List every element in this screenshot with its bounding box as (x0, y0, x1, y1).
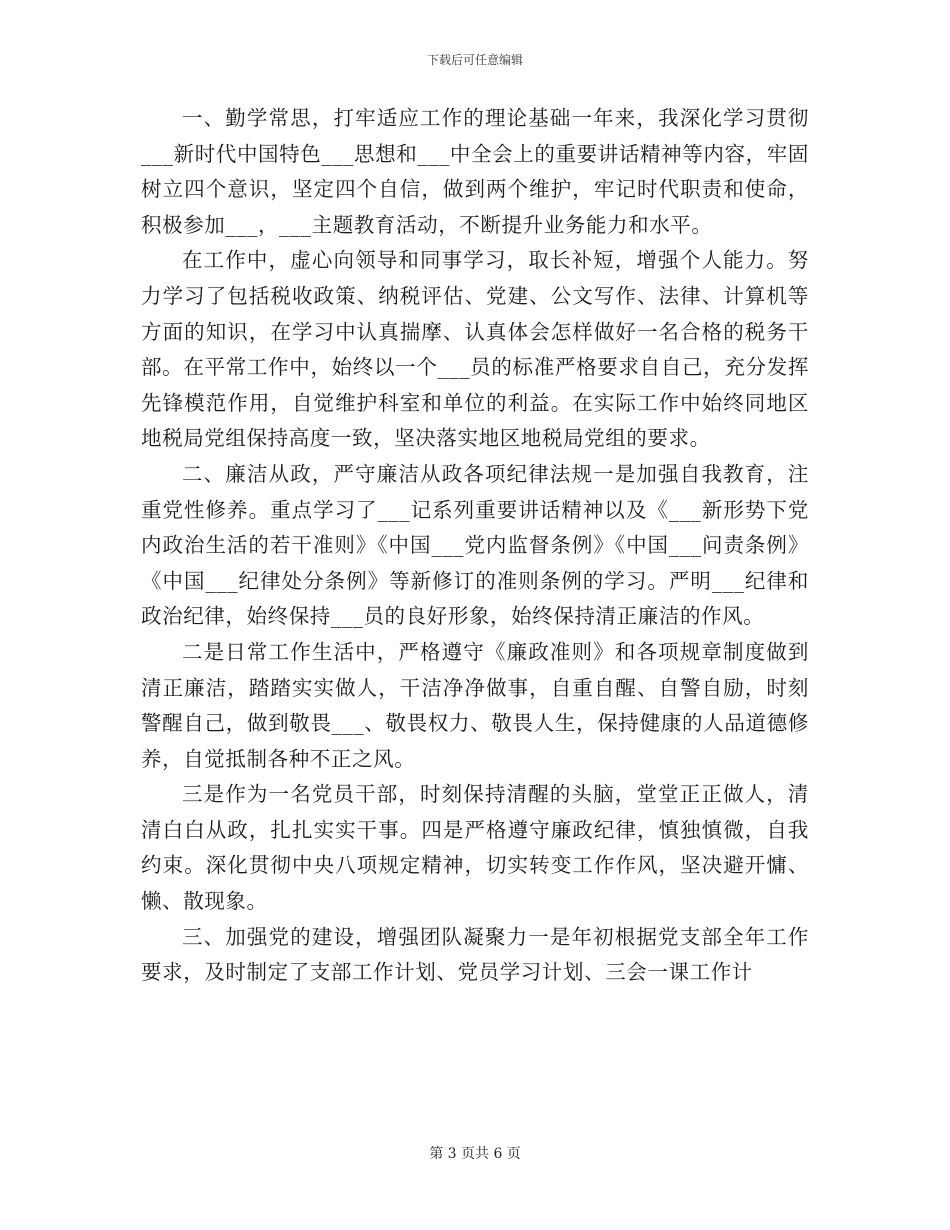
paragraph: 二是日常工作生活中，严格遵守《廉政准则》和各项规章制度做到清正廉洁，踏踏实实做人，干洁净净做事，自重自醒、自警自励，时刻警醒自己，做到敬畏___、敬畏权力、敬畏人生，保持健康的人品道德修养，自觉抵制各种不正之风。 (141, 639, 809, 771)
paragraph: 在工作中，虚心向领导和同事学习，取长补短，增强个人能力。努力学习了包括税收政策、纳税评估、党建、公文写作、法律、计算机等方面的知识，在学习中认真揣摩、认真体会怎样做好一名合格的税务干部。在平常工作中，始终以一个___员的标准严格要求自自己，充分发挥先锋模范作用，自觉维护科室和单位的利益。在实际工作中始终同地区地税局党组保持高度一致，坚决落实地区地税局党组的要求。 (141, 248, 809, 451)
paragraph: 三、加强党的建设，增强团队凝聚力一是年初根据党支部全年工作要求，及时制定了支部工作计划、党员学习计划、三会一课工作计 (141, 924, 809, 985)
paragraph: 二、廉洁从政，严守廉洁从政各项纪律法规一是加强自我教育，注重党性修养。重点学习了___记系列重要讲话精神以及《___新形势下党内政治生活的若干准则》《中国___党内监督条例》《中国___问责条例》《中国___纪律处分条例》等新修订的准则条例的学习。严明___纪律和政治纪律，始终保持___员的良好形象，始终保持清正廉洁的作风。 (141, 461, 809, 629)
page-header: 下载后可任意编辑 (426, 53, 523, 67)
document-body (141, 101, 809, 991)
page-footer-page-number: 第 3 页共 6 页 (429, 1146, 521, 1162)
paragraph: 三是作为一名党员干部，时刻保持清醒的头脑，堂堂正正做人，清清白白从政，扎扎实实干事。四是严格遵守廉政纪律，慎独慎微，自我约束。深化贯彻中央八项规定精神，切实转变工作作风，坚决避开慵、懒、散现象。 (141, 782, 809, 914)
paragraph: 一、勤学常思，打牢适应工作的理论基础一年来，我深化学习贯彻___新时代中国特色___思想和___中全会上的重要讲话精神等内容，牢固树立四个意识，坚定四个自信，做到两个维护，牢记时代职责和使命，积极参加___，___主题教育活动，不断提升业务能力和水平。 (141, 106, 809, 237)
